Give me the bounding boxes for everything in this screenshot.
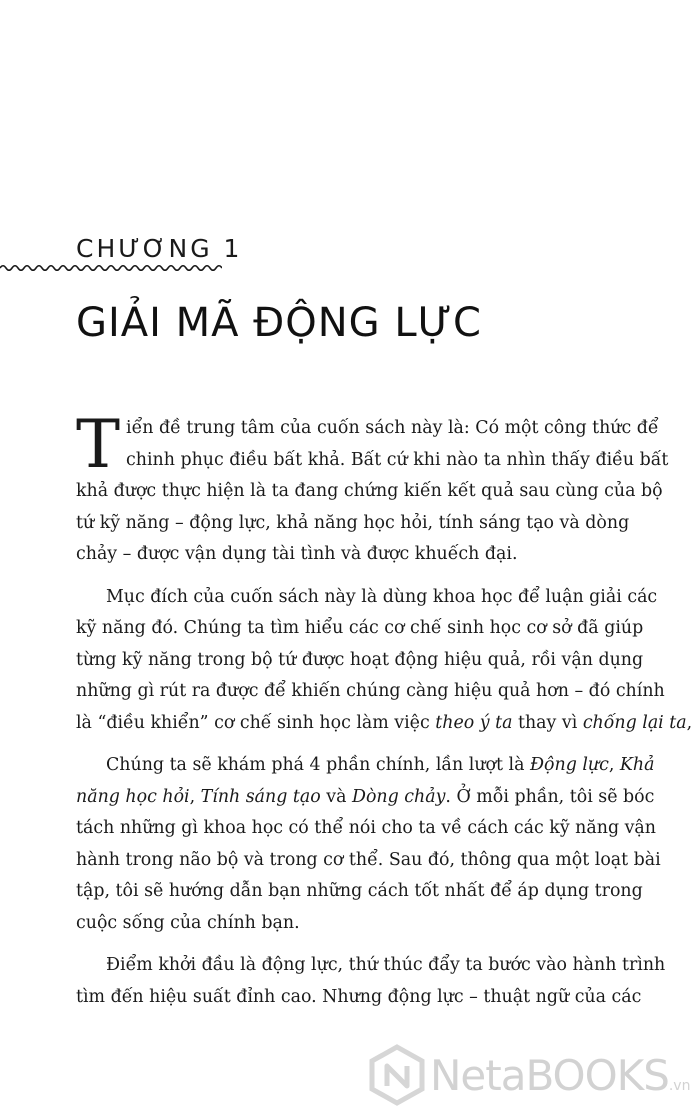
drop-cap: T — [76, 406, 121, 483]
netabooks-logo-icon — [366, 1044, 428, 1106]
italic-run: Tính sáng tạo — [200, 786, 321, 807]
watermark — [366, 1040, 696, 1110]
text-run: , — [189, 786, 201, 807]
text-line — [76, 708, 693, 740]
text-line: tập, tôi sẽ hướng dẫn bạn những cách tốt nhất để áp dụng trong — [76, 881, 643, 901]
text-line: hành trong não bộ và trong cơ thể. Sau đó, thông qua một loạt bài — [76, 849, 661, 870]
chapter-label: CHƯƠNG 1 — [76, 234, 243, 263]
paragraph-2 — [76, 582, 693, 740]
text-line: Mục đích của cuốn sách này là dùng khoa học để luận giải các — [106, 586, 658, 607]
text-line: Điểm khởi đầu là động lực, thứ thúc đẩy ta bước vào hành trình — [106, 955, 666, 975]
text-line: iển đề trung tâm của cuốn sách này là: Có một công thức để — [126, 418, 659, 438]
italic-run: Động lực — [529, 755, 609, 775]
text-line: khả được thực hiện là ta đang chứng kiến kết quả sau cùng của bộ — [76, 481, 663, 501]
text-line: chảy – được vận dụng tài tình và được khuếch đại. — [76, 544, 518, 564]
paragraph-1 — [76, 406, 669, 571]
text-line — [76, 750, 655, 782]
text-line: tứ kỹ năng – động lực, khả năng học hỏi, tính sáng tạo và dòng — [76, 512, 630, 533]
text-run: . Ở mỗi phần, tôi sẽ bóc — [445, 786, 655, 807]
italic-run: năng học hỏi — [76, 786, 190, 807]
text-run: là “điều khiển” cơ chế sinh học làm việc — [76, 712, 436, 733]
italic-run: theo ý ta — [435, 712, 513, 733]
text-line: từng kỹ năng trong bộ tứ được hoạt động hiệu quả, rồi vận dụng — [76, 649, 644, 670]
text-run: , — [608, 755, 620, 775]
text-run: Chúng ta sẽ khám phá 4 phần chính, lần lượt là — [106, 755, 530, 775]
text-run: và — [320, 786, 352, 807]
text-run: thay vì — [512, 712, 583, 733]
chapter-title: GIẢI MÃ ĐỘNG LỰC — [76, 300, 482, 346]
wavy-divider — [0, 262, 222, 274]
paragraph-3 — [76, 750, 661, 939]
text-line: kỹ năng đó. Chúng ta tìm hiểu các cơ chế sinh học cơ sở đã giúp — [76, 618, 644, 638]
text-run: , — [686, 712, 693, 733]
text-line: tách những gì khoa học có thể nói cho ta về cách các kỹ năng vận — [76, 818, 657, 838]
text-line: những gì rút ra được để khiến chúng càng hiệu quả hơn – đó chính — [76, 681, 665, 701]
italic-run: Dòng chảy — [352, 786, 446, 807]
text-line: tìm đến hiệu suất đỉnh cao. Nhưng động lực – thuật ngữ của các — [76, 986, 642, 1007]
italic-run: chống lại ta — [582, 712, 687, 733]
text-line — [76, 782, 655, 814]
italic-run: Khả — [619, 755, 655, 775]
text-line: cuộc sống của chính bạn. — [76, 912, 300, 933]
paragraph-4 — [76, 950, 666, 1013]
body-text — [76, 406, 693, 1024]
text-line: chinh phục điều bất khả. Bất cứ khi nào ta nhìn thấy điều bất — [126, 449, 669, 470]
watermark-suffix: .vn — [668, 1078, 691, 1094]
watermark-brand: NetaBOOKS — [430, 1050, 669, 1100]
